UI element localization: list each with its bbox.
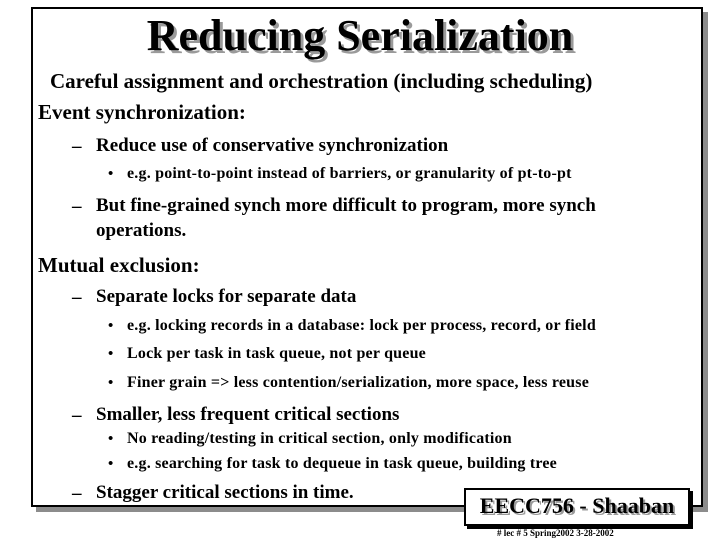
intro-line: Careful assignment and orchestration (including scheduling) [50, 69, 593, 93]
mutex-subitem: Lock per task in task queue, not per queue [127, 345, 426, 362]
event-sync-item-2-line-1: But fine-grained synch more difficult to program, more synch [96, 195, 596, 216]
slide-title: Reducing Serialization [146, 11, 574, 60]
dot-bullet: • [108, 166, 114, 182]
dash-bullet: – [72, 405, 82, 426]
course-logo-box [464, 488, 690, 526]
event-sync-item-1: Reduce use of conservative synchronization [96, 135, 449, 156]
event-sync-subitem-1: e.g. point-to-point instead of barriers, or granularity of pt-to-pt [127, 165, 572, 182]
slide-footer: # lec # 5 Spring2002 3-28-2002 [497, 528, 614, 538]
dash-bullet: – [72, 287, 82, 308]
dot-bullet: • [108, 431, 114, 447]
mutex-subitem: e.g. searching for task to dequeue in task queue, building tree [127, 455, 557, 472]
mutex-item-3: Stagger critical sections in time. [96, 482, 354, 503]
mutex-subitem: No reading/testing in critical section, only modification [127, 430, 512, 447]
mutex-subitem: Finer grain => less contention/serialization, more space, less reuse [127, 374, 590, 391]
dot-bullet: • [108, 318, 114, 334]
event-sync-heading: Event synchronization: [38, 100, 246, 124]
mutex-subitem: e.g. locking records in a database: lock per process, record, or field [127, 317, 596, 334]
dash-bullet: – [72, 136, 82, 157]
event-sync-item-2-line-2: operations. [96, 220, 187, 241]
mutex-item-1: Separate locks for separate data [96, 286, 357, 307]
dot-bullet: • [108, 375, 114, 391]
mutex-heading: Mutual exclusion: [38, 253, 200, 277]
mutex-item-2: Smaller, less frequent critical sections [96, 404, 400, 425]
dot-bullet: • [108, 346, 114, 362]
course-logo-text: EECC756 - Shaaban [479, 493, 675, 518]
dash-bullet: – [72, 196, 82, 217]
dash-bullet: – [72, 483, 82, 504]
dot-bullet: • [108, 456, 114, 472]
